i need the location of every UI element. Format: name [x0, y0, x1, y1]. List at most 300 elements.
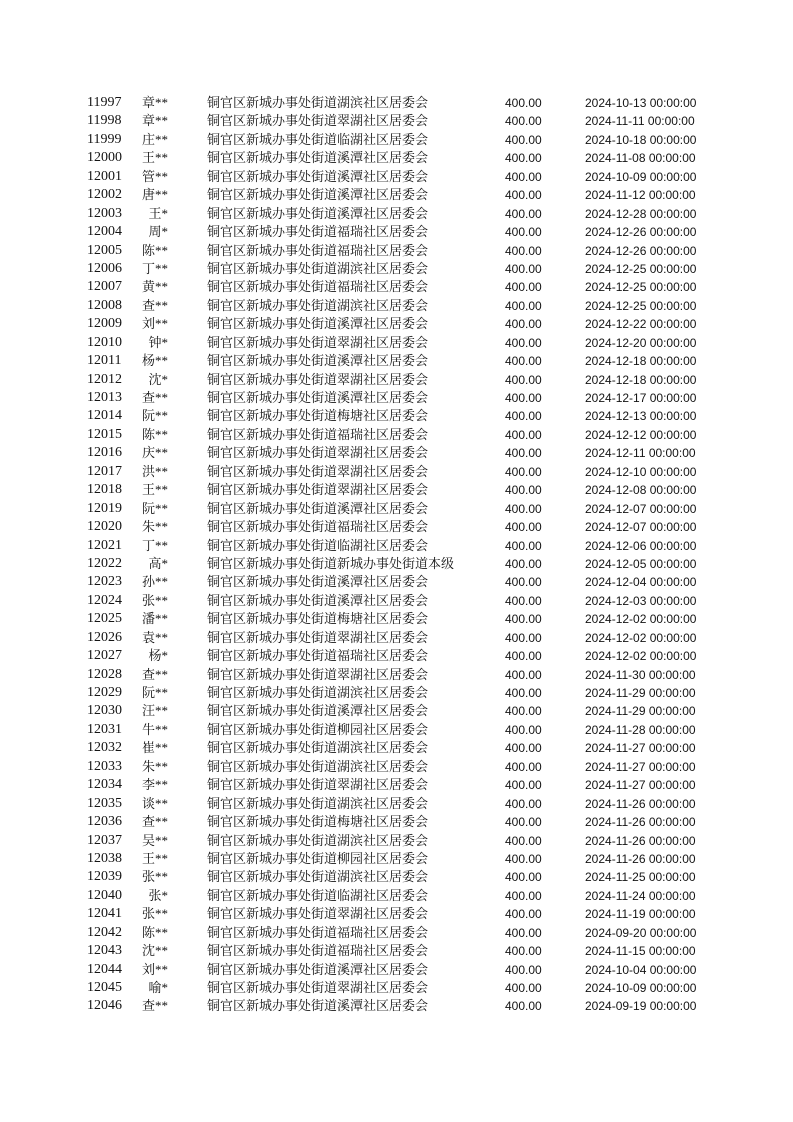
table-row — [0, 389, 793, 407]
record-id-cell: 12017 — [87, 463, 122, 479]
table-row — [0, 260, 793, 278]
record-id-cell: 12046 — [87, 998, 122, 1014]
table-row — [0, 334, 793, 352]
table-row — [0, 94, 793, 112]
organization-cell: 铜官区新城办事处街道溪潭社区居委会 — [207, 150, 429, 166]
organization-cell: 铜官区新城办事处街道福瑞社区居委会 — [207, 242, 429, 258]
table-row — [0, 407, 793, 425]
organization-cell: 铜官区新城办事处街道梅塘社区居委会 — [207, 814, 429, 830]
date-cell: 2024-12-02 00:00:00 — [585, 612, 697, 627]
date-cell: 2024-11-26 00:00:00 — [585, 796, 696, 811]
amount-cell: 400.00 — [505, 907, 542, 922]
organization-cell: 铜官区新城办事处街道溪潭社区居委会 — [207, 998, 429, 1014]
table-row — [0, 739, 793, 757]
organization-cell: 铜官区新城办事处街道湖滨社区居委会 — [207, 260, 429, 276]
person-name-cell: 查** — [141, 390, 168, 405]
date-cell: 2024-11-11 00:00:00 — [585, 114, 695, 129]
record-id-cell: 12007 — [87, 279, 122, 295]
organization-cell: 铜官区新城办事处街道翠湖社区居委会 — [207, 980, 429, 995]
amount-cell: 400.00 — [505, 243, 542, 258]
person-name-cell: 孙** — [141, 574, 168, 590]
date-cell: 2024-12-18 00:00:00 — [585, 372, 697, 387]
organization-cell: 铜官区新城办事处街道溪潭社区居委会 — [207, 353, 429, 369]
record-id-cell: 12043 — [87, 943, 122, 959]
organization-cell: 铜官区新城办事处街道翠湖社区居委会 — [207, 445, 429, 461]
date-cell: 2024-11-26 00:00:00 — [585, 851, 696, 866]
amount-cell: 400.00 — [505, 815, 542, 830]
date-cell: 2024-12-05 00:00:00 — [585, 556, 697, 571]
amount-cell: 400.00 — [505, 114, 542, 129]
table-row — [0, 112, 793, 130]
record-id-cell: 12021 — [87, 537, 122, 553]
organization-cell: 铜官区新城办事处街道翠湖社区居委会 — [207, 906, 429, 922]
amount-cell: 400.00 — [505, 630, 542, 645]
amount-cell: 400.00 — [505, 225, 542, 240]
person-name-cell: 杨* — [148, 648, 168, 664]
table-row — [0, 426, 793, 444]
organization-cell: 铜官区新城办事处街道溪潭社区居委会 — [207, 390, 429, 405]
record-id-cell: 12018 — [87, 482, 122, 498]
date-cell: 2024-12-07 00:00:00 — [585, 501, 697, 516]
amount-cell: 400.00 — [505, 686, 542, 700]
record-id-cell: 11997 — [87, 95, 122, 110]
table-row — [0, 684, 793, 702]
amount-cell: 400.00 — [505, 354, 542, 369]
organization-cell: 铜官区新城办事处街道湖滨社区居委会 — [207, 758, 429, 774]
amount-cell: 400.00 — [505, 317, 542, 332]
record-id-cell: 12022 — [87, 555, 122, 571]
table-row — [0, 795, 793, 813]
table-row — [0, 592, 793, 610]
person-name-cell: 张* — [148, 887, 168, 903]
record-id-cell: 12045 — [87, 980, 122, 995]
person-name-cell: 庄** — [141, 131, 168, 147]
person-name-cell: 汪** — [141, 703, 168, 719]
organization-cell: 铜官区新城办事处街道柳园社区居委会 — [207, 850, 429, 866]
record-id-cell: 12036 — [87, 814, 122, 830]
date-cell: 2024-11-15 00:00:00 — [585, 944, 696, 959]
person-name-cell: 张** — [141, 869, 168, 885]
table-row — [0, 850, 793, 868]
person-name-cell: 沈** — [141, 943, 168, 959]
organization-cell: 铜官区新城办事处街道翠湖社区居委会 — [207, 371, 429, 387]
date-cell: 2024-12-03 00:00:00 — [585, 593, 697, 608]
record-id-cell: 12003 — [87, 205, 122, 221]
amount-cell: 400.00 — [505, 944, 542, 959]
amount-cell: 400.00 — [505, 759, 542, 774]
person-name-cell: 查** — [141, 998, 168, 1014]
amount-cell: 400.00 — [505, 298, 542, 313]
table-row — [0, 223, 793, 241]
table-row — [0, 205, 793, 223]
date-cell: 2024-11-19 00:00:00 — [585, 907, 696, 922]
date-cell: 2024-11-27 00:00:00 — [585, 759, 696, 774]
date-cell: 2024-09-20 00:00:00 — [585, 925, 697, 940]
organization-cell: 铜官区新城办事处街道湖滨社区居委会 — [207, 685, 429, 700]
amount-cell: 400.00 — [505, 538, 542, 553]
record-id-cell: 12029 — [87, 685, 122, 700]
organization-cell: 铜官区新城办事处街道翠湖社区居委会 — [207, 777, 429, 793]
amount-cell: 400.00 — [505, 409, 542, 424]
date-cell: 2024-11-25 00:00:00 — [585, 870, 696, 885]
person-name-cell: 陈** — [141, 924, 168, 940]
table-row — [0, 868, 793, 886]
date-cell: 2024-11-30 00:00:00 — [585, 667, 696, 682]
record-id-cell: 12004 — [87, 224, 122, 240]
person-name-cell: 管** — [141, 168, 168, 184]
date-cell: 2024-11-28 00:00:00 — [585, 722, 696, 737]
organization-cell: 铜官区新城办事处街道湖滨社区居委会 — [207, 795, 429, 811]
amount-cell: 400.00 — [505, 888, 542, 903]
record-id-cell: 11999 — [87, 131, 122, 147]
amount-cell: 400.00 — [505, 372, 542, 387]
date-cell: 2024-12-13 00:00:00 — [585, 409, 697, 424]
record-id-cell: 12023 — [87, 574, 122, 590]
person-name-cell: 袁** — [141, 629, 168, 645]
record-id-cell: 12033 — [87, 758, 122, 774]
table-row — [0, 629, 793, 647]
person-name-cell: 刘** — [141, 316, 168, 332]
record-id-cell: 12014 — [87, 408, 122, 424]
person-name-cell: 喻* — [148, 980, 168, 995]
record-id-cell: 11998 — [87, 113, 122, 129]
date-cell: 2024-12-25 00:00:00 — [585, 261, 697, 276]
record-table — [0, 94, 793, 1016]
organization-cell: 铜官区新城办事处街道翠湖社区居委会 — [207, 463, 429, 479]
date-cell: 2024-12-18 00:00:00 — [585, 354, 697, 369]
amount-cell: 400.00 — [505, 925, 542, 940]
person-name-cell: 杨** — [141, 353, 168, 369]
date-cell: 2024-10-04 00:00:00 — [585, 962, 697, 977]
date-cell: 2024-12-25 00:00:00 — [585, 280, 697, 295]
organization-cell: 铜官区新城办事处街道溪潭社区居委会 — [207, 316, 429, 332]
table-row — [0, 481, 793, 499]
amount-cell: 400.00 — [505, 999, 542, 1014]
record-id-cell: 12008 — [87, 297, 122, 313]
amount-cell: 400.00 — [505, 667, 542, 682]
organization-cell: 铜官区新城办事处街道翠湖社区居委会 — [207, 482, 429, 498]
person-name-cell: 王** — [141, 150, 168, 166]
organization-cell: 铜官区新城办事处街道翠湖社区居委会 — [207, 334, 429, 350]
person-name-cell: 黄** — [141, 279, 168, 295]
person-name-cell: 崔** — [141, 740, 168, 756]
amount-cell: 400.00 — [505, 464, 542, 479]
organization-cell: 铜官区新城办事处街道临湖社区居委会 — [207, 537, 429, 553]
amount-cell: 400.00 — [505, 169, 542, 184]
record-id-cell: 12028 — [87, 666, 122, 682]
table-row — [0, 573, 793, 591]
table-row — [0, 278, 793, 296]
table-row — [0, 813, 793, 831]
amount-cell: 400.00 — [505, 722, 542, 737]
amount-cell: 400.00 — [505, 391, 542, 405]
table-row — [0, 832, 793, 850]
date-cell: 2024-11-24 00:00:00 — [585, 888, 696, 903]
person-name-cell: 庆** — [141, 445, 168, 461]
table-row — [0, 702, 793, 720]
record-id-cell: 12025 — [87, 611, 122, 627]
record-id-cell: 12044 — [87, 961, 122, 977]
record-id-cell: 12030 — [87, 703, 122, 719]
record-id-cell: 12038 — [87, 850, 122, 866]
date-cell: 2024-12-02 00:00:00 — [585, 649, 697, 664]
person-name-cell: 丁** — [141, 260, 168, 276]
table-row — [0, 315, 793, 333]
person-name-cell: 章** — [141, 113, 168, 129]
person-name-cell: 张** — [141, 592, 168, 608]
table-row — [0, 352, 793, 370]
amount-cell: 400.00 — [505, 501, 542, 516]
table-row — [0, 758, 793, 776]
organization-cell: 铜官区新城办事处街道溪潭社区居委会 — [207, 205, 429, 221]
organization-cell: 铜官区新城办事处街道湖滨社区居委会 — [207, 869, 429, 885]
table-row — [0, 537, 793, 555]
person-name-cell: 朱** — [141, 758, 168, 774]
organization-cell: 铜官区新城办事处街道梅塘社区居委会 — [207, 408, 429, 424]
amount-cell: 400.00 — [505, 520, 542, 535]
organization-cell: 铜官区新城办事处街道溪潭社区居委会 — [207, 574, 429, 590]
person-name-cell: 王** — [141, 482, 168, 498]
record-id-cell: 12000 — [87, 150, 122, 166]
table-row — [0, 924, 793, 942]
record-id-cell: 12015 — [87, 426, 122, 442]
amount-cell: 400.00 — [505, 446, 542, 461]
date-cell: 2024-12-26 00:00:00 — [585, 225, 697, 240]
person-name-cell: 唐** — [141, 187, 168, 203]
date-cell: 2024-12-28 00:00:00 — [585, 206, 697, 221]
date-cell: 2024-12-04 00:00:00 — [585, 575, 697, 590]
date-cell: 2024-12-07 00:00:00 — [585, 520, 697, 535]
amount-cell: 400.00 — [505, 593, 542, 608]
record-id-cell: 12016 — [87, 445, 122, 461]
person-name-cell: 张** — [141, 906, 168, 922]
table-row — [0, 887, 793, 905]
record-id-cell: 12027 — [87, 648, 122, 664]
person-name-cell: 陈** — [141, 426, 168, 442]
record-id-cell: 12026 — [87, 629, 122, 645]
organization-cell: 铜官区新城办事处街道福瑞社区居委会 — [207, 519, 429, 535]
table-row — [0, 444, 793, 462]
date-cell: 2024-10-09 00:00:00 — [585, 981, 697, 995]
date-cell: 2024-12-02 00:00:00 — [585, 630, 697, 645]
person-name-cell: 朱** — [141, 519, 168, 535]
organization-cell: 铜官区新城办事处街道临湖社区居委会 — [207, 887, 429, 903]
table-row — [0, 168, 793, 186]
organization-cell: 铜官区新城办事处街道临湖社区居委会 — [207, 131, 429, 147]
table-row — [0, 997, 793, 1015]
amount-cell: 400.00 — [505, 833, 542, 848]
organization-cell: 铜官区新城办事处街道溪潭社区居委会 — [207, 592, 429, 608]
table-row — [0, 610, 793, 628]
person-name-cell: 潘** — [141, 611, 168, 627]
record-id-cell: 12005 — [87, 242, 122, 258]
table-row — [0, 721, 793, 739]
date-cell: 2024-12-20 00:00:00 — [585, 335, 697, 350]
table-row — [0, 666, 793, 684]
table-row — [0, 131, 793, 149]
date-cell: 2024-10-09 00:00:00 — [585, 169, 697, 184]
date-cell: 2024-12-11 00:00:00 — [585, 446, 696, 461]
record-id-cell: 12011 — [87, 353, 122, 369]
record-id-cell: 12009 — [87, 316, 122, 332]
person-name-cell: 王* — [148, 205, 168, 221]
amount-cell: 400.00 — [505, 741, 542, 756]
record-id-cell: 12020 — [87, 519, 122, 535]
table-row — [0, 463, 793, 481]
organization-cell: 铜官区新城办事处街道梅塘社区居委会 — [207, 611, 429, 627]
organization-cell: 铜官区新城办事处街道湖滨社区居委会 — [207, 297, 429, 313]
person-name-cell: 钟* — [148, 334, 168, 350]
record-id-cell: 12032 — [87, 740, 122, 756]
amount-cell: 400.00 — [505, 962, 542, 977]
organization-cell: 铜官区新城办事处街道福瑞社区居委会 — [207, 279, 429, 295]
table-row — [0, 961, 793, 979]
person-name-cell: 谈** — [141, 795, 168, 811]
organization-cell: 铜官区新城办事处街道湖滨社区居委会 — [207, 832, 429, 848]
record-id-cell: 12010 — [87, 334, 122, 350]
table-row — [0, 518, 793, 536]
person-name-cell: 王** — [141, 850, 168, 866]
date-cell: 2024-11-29 00:00:00 — [585, 686, 696, 700]
organization-cell: 铜官区新城办事处街道福瑞社区居委会 — [207, 426, 429, 442]
table-row — [0, 942, 793, 960]
date-cell: 2024-10-13 00:00:00 — [585, 96, 697, 110]
person-name-cell: 阮** — [141, 500, 168, 516]
date-cell: 2024-11-27 00:00:00 — [585, 778, 696, 793]
person-name-cell: 高* — [148, 555, 168, 571]
amount-cell: 400.00 — [505, 151, 542, 166]
amount-cell: 400.00 — [505, 335, 542, 350]
date-cell: 2024-12-22 00:00:00 — [585, 317, 697, 332]
amount-cell: 400.00 — [505, 188, 542, 203]
amount-cell: 400.00 — [505, 556, 542, 571]
amount-cell: 400.00 — [505, 261, 542, 276]
person-name-cell: 吴** — [141, 832, 168, 848]
organization-cell: 铜官区新城办事处街道溪潭社区居委会 — [207, 703, 429, 719]
person-name-cell: 周* — [148, 224, 168, 240]
record-id-cell: 12006 — [87, 260, 122, 276]
date-cell: 2024-10-18 00:00:00 — [585, 132, 697, 147]
organization-cell: 铜官区新城办事处街道湖滨社区居委会 — [207, 740, 429, 756]
record-id-cell: 12019 — [87, 500, 122, 516]
amount-cell: 400.00 — [505, 981, 542, 995]
date-cell: 2024-11-26 00:00:00 — [585, 833, 696, 848]
table-row — [0, 186, 793, 204]
organization-cell: 铜官区新城办事处街道福瑞社区居委会 — [207, 943, 429, 959]
record-id-cell: 12012 — [87, 371, 122, 387]
table-row — [0, 297, 793, 315]
person-name-cell: 查** — [141, 297, 168, 313]
person-name-cell: 刘** — [141, 961, 168, 977]
amount-cell: 400.00 — [505, 778, 542, 793]
organization-cell: 铜官区新城办事处街道溪潭社区居委会 — [207, 500, 429, 516]
table-row — [0, 242, 793, 260]
date-cell: 2024-11-08 00:00:00 — [585, 151, 696, 166]
record-id-cell: 12035 — [87, 795, 122, 811]
table-row — [0, 647, 793, 665]
organization-cell: 铜官区新城办事处街道福瑞社区居委会 — [207, 224, 429, 240]
organization-cell: 铜官区新城办事处街道溪潭社区居委会 — [207, 187, 429, 203]
amount-cell: 400.00 — [505, 870, 542, 885]
table-row — [0, 905, 793, 923]
record-id-cell: 12041 — [87, 906, 122, 922]
record-id-cell: 12039 — [87, 869, 122, 885]
person-name-cell: 阮** — [141, 408, 168, 424]
date-cell: 2024-11-12 00:00:00 — [585, 188, 696, 203]
amount-cell: 400.00 — [505, 483, 542, 498]
record-id-cell: 12037 — [87, 832, 122, 848]
record-id-cell: 12042 — [87, 924, 122, 940]
amount-cell: 400.00 — [505, 704, 542, 719]
person-name-cell: 查** — [141, 814, 168, 830]
person-name-cell: 陈** — [141, 242, 168, 258]
date-cell: 2024-11-27 00:00:00 — [585, 741, 696, 756]
table-row — [0, 149, 793, 167]
date-cell: 2024-12-06 00:00:00 — [585, 538, 697, 553]
person-name-cell: 牛** — [141, 721, 168, 737]
organization-cell: 铜官区新城办事处街道翠湖社区居委会 — [207, 666, 429, 682]
date-cell: 2024-12-25 00:00:00 — [585, 298, 697, 313]
amount-cell: 400.00 — [505, 280, 542, 295]
person-name-cell: 丁** — [141, 537, 168, 553]
person-name-cell: 沈* — [148, 371, 168, 387]
amount-cell: 400.00 — [505, 796, 542, 811]
organization-cell: 铜官区新城办事处街道翠湖社区居委会 — [207, 629, 429, 645]
person-name-cell: 阮** — [141, 685, 168, 700]
person-name-cell: 章** — [141, 95, 168, 110]
record-id-cell: 12002 — [87, 187, 122, 203]
person-name-cell: 李** — [141, 777, 168, 793]
amount-cell: 400.00 — [505, 96, 542, 110]
amount-cell: 400.00 — [505, 206, 542, 221]
organization-cell: 铜官区新城办事处街道柳园社区居委会 — [207, 721, 429, 737]
organization-cell: 铜官区新城办事处街道福瑞社区居委会 — [207, 648, 429, 664]
date-cell: 2024-11-29 00:00:00 — [585, 704, 696, 719]
record-id-cell: 12001 — [87, 168, 122, 184]
table-row — [0, 371, 793, 389]
organization-cell: 铜官区新城办事处街道湖滨社区居委会 — [207, 95, 429, 110]
organization-cell: 铜官区新城办事处街道溪潭社区居委会 — [207, 168, 429, 184]
person-name-cell: 洪** — [141, 463, 168, 479]
record-id-cell: 12034 — [87, 777, 122, 793]
organization-cell: 铜官区新城办事处街道福瑞社区居委会 — [207, 924, 429, 940]
record-id-cell: 12024 — [87, 592, 122, 608]
table-row — [0, 979, 793, 997]
table-row — [0, 500, 793, 518]
amount-cell: 400.00 — [505, 851, 542, 866]
amount-cell: 400.00 — [505, 132, 542, 147]
organization-cell: 铜官区新城办事处街道溪潭社区居委会 — [207, 961, 429, 977]
date-cell: 2024-12-10 00:00:00 — [585, 464, 697, 479]
date-cell: 2024-09-19 00:00:00 — [585, 999, 697, 1014]
record-id-cell: 12031 — [87, 721, 122, 737]
amount-cell: 400.00 — [505, 575, 542, 590]
date-cell: 2024-12-26 00:00:00 — [585, 243, 697, 258]
organization-cell: 铜官区新城办事处街道新城办事处街道本级 — [207, 555, 455, 571]
date-cell: 2024-11-26 00:00:00 — [585, 815, 696, 830]
table-row — [0, 555, 793, 573]
record-id-cell: 12040 — [87, 887, 122, 903]
date-cell: 2024-12-17 00:00:00 — [585, 391, 697, 405]
table-row — [0, 776, 793, 794]
amount-cell: 400.00 — [505, 612, 542, 627]
amount-cell: 400.00 — [505, 427, 542, 442]
record-id-cell: 12013 — [87, 390, 122, 405]
date-cell: 2024-12-08 00:00:00 — [585, 483, 697, 498]
amount-cell: 400.00 — [505, 649, 542, 664]
person-name-cell: 查** — [141, 666, 168, 682]
organization-cell: 铜官区新城办事处街道翠湖社区居委会 — [207, 113, 429, 129]
